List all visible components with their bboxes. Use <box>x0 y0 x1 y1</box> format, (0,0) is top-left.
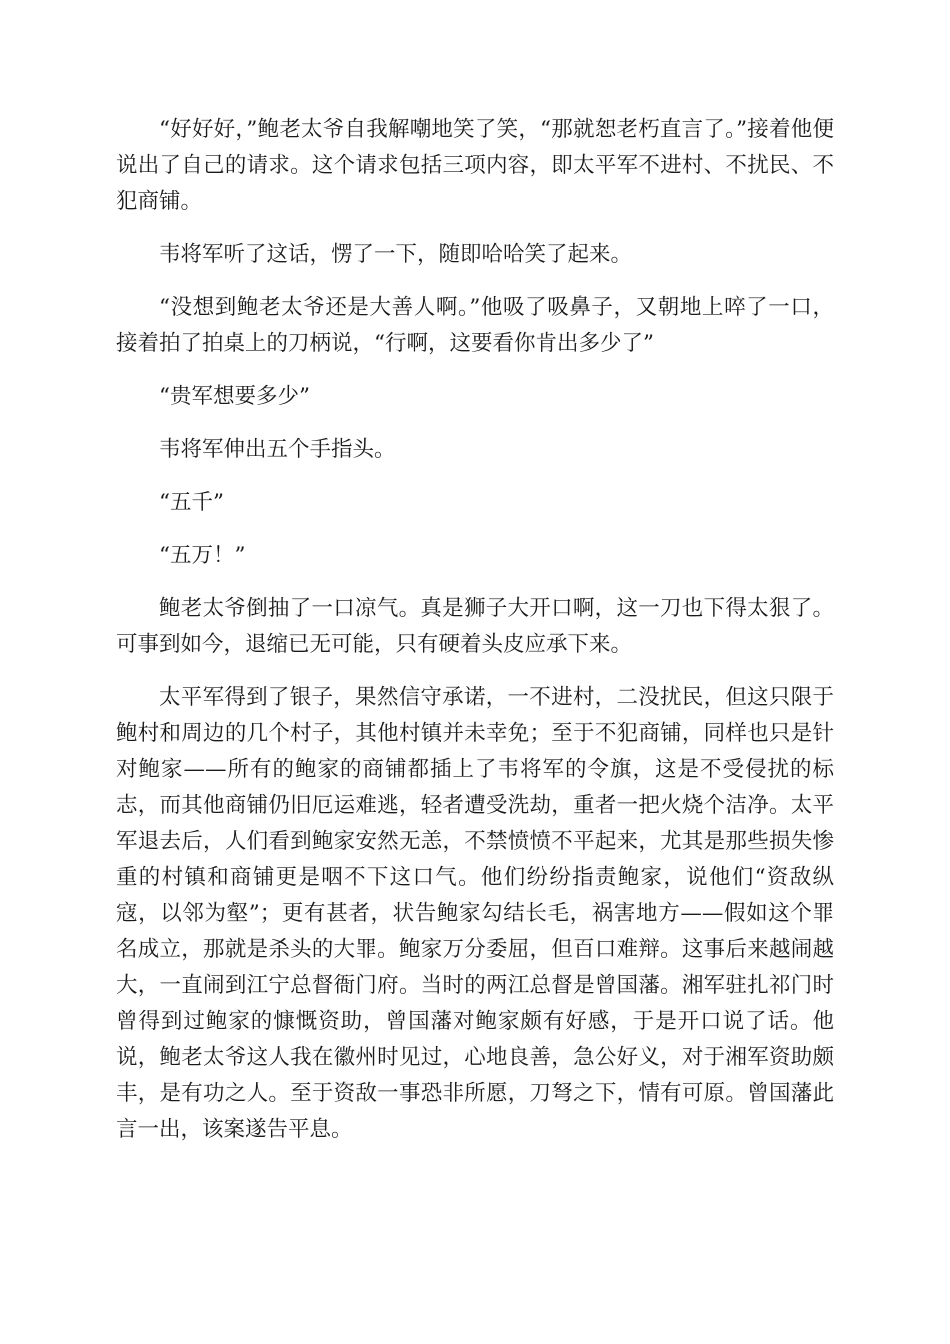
paragraph: “好好好，”鲍老太爷自我解嘲地笑了笑，“那就恕老朽直言了。”接着他便说出了自己的请求。这个请求包括三项内容，即太平军不进村、不扰民、不犯商铺。 <box>116 117 834 214</box>
paragraph: 鲍老太爷倒抽了一口凉气。真是狮子大开口啊，这一刀也下得太狠了。可事到如今，退缩已无可能，只有硬着头皮应承下来。 <box>116 596 834 657</box>
paragraph: “五万！” <box>159 543 246 568</box>
paragraph: “没想到鲍老太爷还是大善人啊。”他吸了吸鼻子，又朝地上啐了一口，接着拍了拍桌上的刀柄说，“行啊，这要看你肯出多少了” <box>116 295 834 356</box>
paragraph: 韦将军听了这话，愣了一下，随即哈哈笑了起来。 <box>159 242 633 267</box>
paragraph: “五千” <box>159 490 224 515</box>
paragraph: “贵军想要多少” <box>159 384 310 409</box>
paragraph: 韦将军伸出五个手指头。 <box>159 437 396 462</box>
document-body <box>116 112 834 1165</box>
paragraph: 太平军得到了银子，果然信守承诺，一不进村，二没扰民，但这只限于鲍村和周边的几个村子，其他村镇并未幸免；至于不犯商铺，同样也只是针对鲍家——所有的鲍家的商铺都插上了韦将军的令旗，这是不受侵扰的标志，而其他商铺仍旧厄运难逃，轻者遭受洗劫，重者一把火烧个洁净。太平军退去后，人们看到鲍家安然无恙，不禁愤愤不平起来，尤其是那些损失惨重的村镇和商铺更是咽不下这口气。他们纷纷指责鲍家，说他们“资敌纵寇，以邻为壑”；更有甚者，状告鲍家勾结长毛，祸害地方——假如这个罪名成立，那就是杀头的大罪。鲍家万分委屈，但百口难辩。这事后来越闹越大，一直闹到江宁总督衙门府。当时的两江总督是曾国藩。湘军驻扎祁门时曾得到过鲍家的慷慨资助，曾国藩对鲍家颇有好感，于是开口说了话。他说，鲍老太爷这人我在徽州时见过，心地良善，急公好义，对于湘军资助颇丰，是有功之人。至于资敌一事恐非所愿，刀弩之下，情有可原。曾国藩此言一出，该案遂告平息。 <box>116 685 834 1142</box>
